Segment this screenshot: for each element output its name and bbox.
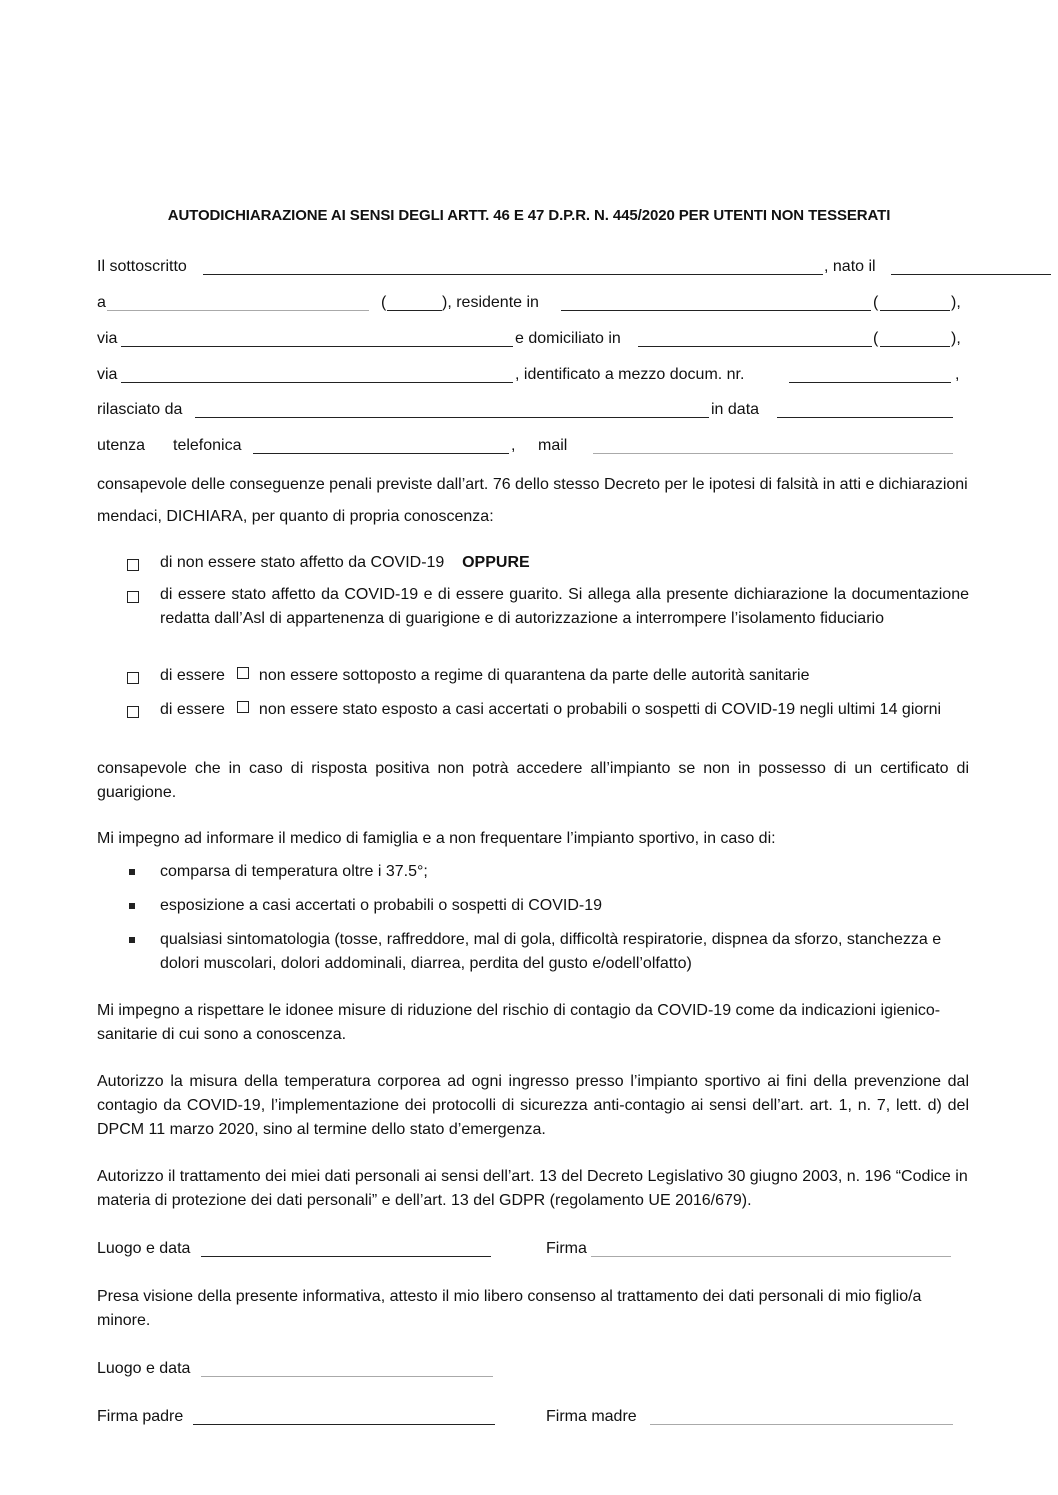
label-firma-madre: Firma madre bbox=[546, 1408, 637, 1425]
checkbox-non-esposto[interactable] bbox=[237, 701, 249, 713]
label-domiciliato: e domiciliato in bbox=[515, 330, 621, 347]
bullet-esposizione: esposizione a casi accertati o probabili o sospetti di COVID-19 bbox=[160, 897, 602, 914]
rispettare-paragraph: Mi impegno a rispettare le idonee misure di riduzione del rischio di contagio da COVID-19 come da indicazioni igienico-sanitarie di cui sono a conoscenza. bbox=[97, 1002, 941, 1043]
minore-paragraph: Presa visione della presente informativa, attesto il mio libero consenso al trattamento dei dati personali di mio figlio/a minore. bbox=[97, 1288, 922, 1329]
label-residente: ), residente in bbox=[442, 294, 539, 311]
option-non-affetto bbox=[160, 551, 969, 575]
signature-row-3 bbox=[97, 1406, 977, 1428]
option-esposto-a: di essere bbox=[160, 701, 225, 718]
label-comma: , bbox=[955, 366, 960, 383]
positive-paragraph: consapevole che in caso di risposta positiva non potrà accedere all’impianto se non in possesso di un certificato di guarigione. bbox=[97, 760, 969, 801]
field-firma-madre[interactable] bbox=[650, 1423, 953, 1425]
field-row-rilascio bbox=[97, 399, 977, 421]
option-quarantena-b: non essere sottoposto a regime di quarantena da parte delle autorità sanitarie bbox=[258, 667, 810, 684]
option-non-affetto-text: di non essere stato affetto da COVID-19 bbox=[160, 554, 445, 571]
temperatura-paragraph: Autorizzo la misura della temperatura corporea ad ogni ingresso presso l’impianto sportivo ai fini della prevenzione dal contagio da COVID-19, l’implementazione dei protocolli di sicurezza anti-contagio ai sensi dell’art. art. 1, n. 7, lett. d) del DPCM 11 marzo 2020, sino al termine dello stato d’emergenza. bbox=[97, 1073, 969, 1138]
field-nato-il[interactable] bbox=[891, 273, 1051, 275]
checkbox-esposto[interactable] bbox=[127, 706, 139, 718]
field-row-domicilio bbox=[97, 328, 977, 350]
bullet-icon bbox=[129, 903, 135, 909]
label-open-paren2: ( bbox=[873, 294, 879, 311]
label-close-paren2: ), bbox=[951, 294, 961, 311]
field-firma[interactable] bbox=[591, 1255, 951, 1257]
field-sottoscritto[interactable] bbox=[203, 273, 823, 275]
field-row-luogo bbox=[97, 292, 977, 314]
checkbox-guarito[interactable] bbox=[127, 591, 139, 603]
privacy-paragraph: Autorizzo il trattamento dei miei dati personali ai sensi dell’art. 13 del Decreto Legislativo 30 giugno 2003, n. 196 “Codice in materia di protezione dei dati personali” e dell’art. 13 del GDPR (regolamento UE 2016/679). bbox=[97, 1168, 968, 1209]
field-domicilio[interactable] bbox=[638, 345, 872, 347]
field-provincia-domicilio[interactable] bbox=[880, 345, 950, 347]
field-firma-padre[interactable] bbox=[193, 1423, 495, 1425]
option-guarito: di essere stato affetto da COVID-19 e di essere guarito. Si allega alla presente dichiarazione la documentazione redatta dall’Asl di appartenenza di guarigione e di autorizzazione a interrompere l’isolamento fiduciario bbox=[160, 586, 969, 627]
label-via2: via bbox=[97, 366, 118, 383]
field-via-domicilio[interactable] bbox=[121, 381, 513, 383]
field-data-rilascio[interactable] bbox=[777, 416, 953, 418]
label-via1: via bbox=[97, 330, 118, 347]
label-luogo-data: Luogo e data bbox=[97, 1240, 191, 1257]
field-via-residenza[interactable] bbox=[121, 345, 513, 347]
label-firma-padre: Firma padre bbox=[97, 1408, 184, 1425]
option-esposto-b: non essere stato esposto a casi accertati o probabili o sospetti di COVID-19 negli ultimi 14 giorni bbox=[258, 701, 942, 718]
option-oppure: OPPURE bbox=[462, 554, 530, 571]
bullet-sintomatologia: qualsiasi sintomatologia (tosse, raffreddore, mal di gola, difficoltà respiratorie, dispnea da sforzo, stanchezza e dolori muscolari, dolori addominali, diarrea, perdita del gusto e/odell’olfatto) bbox=[160, 931, 942, 972]
option-quarantena bbox=[160, 664, 969, 688]
field-provincia-residenza[interactable] bbox=[880, 309, 950, 311]
bullet-icon bbox=[129, 869, 135, 875]
label-open-paren3: ( bbox=[873, 330, 879, 347]
bullet-icon bbox=[129, 937, 135, 943]
label-nato-il: , nato il bbox=[824, 258, 876, 275]
label-telefonica: telefonica bbox=[173, 437, 242, 454]
label-mail: mail bbox=[538, 437, 568, 454]
field-telefono[interactable] bbox=[253, 452, 509, 454]
document-title: AUTODICHIARAZIONE AI SENSI DEGLI ARTT. 46 E 47 D.P.R. N. 445/2020 PER UTENTI NON TESSERATI bbox=[167, 207, 891, 224]
label-open-paren: ( bbox=[381, 294, 387, 311]
label-comma2: , bbox=[511, 437, 516, 454]
field-luogo-data[interactable] bbox=[201, 1255, 491, 1257]
checkbox-non-quarantena[interactable] bbox=[237, 667, 249, 679]
field-luogo-data-2[interactable] bbox=[201, 1375, 493, 1377]
label-utenza: utenza bbox=[97, 437, 146, 454]
option-esposto bbox=[160, 698, 969, 722]
field-row-name bbox=[97, 256, 977, 278]
field-provincia-nascita[interactable] bbox=[387, 309, 442, 311]
label-rilasciato: rilasciato da bbox=[97, 401, 183, 418]
label-luogo-data-2: Luogo e data bbox=[97, 1360, 191, 1377]
label-sottoscritto: Il sottoscritto bbox=[97, 258, 187, 275]
impegno-paragraph: Mi impegno ad informare il medico di famiglia e a non frequentare l’impianto sportivo, in caso di: bbox=[97, 830, 776, 847]
checkbox-non-affetto[interactable] bbox=[127, 559, 139, 571]
label-close-paren3: ), bbox=[951, 330, 961, 347]
field-residenza[interactable] bbox=[561, 309, 871, 311]
field-documento-nr[interactable] bbox=[789, 381, 951, 383]
intro-paragraph: consapevole delle conseguenze penali previste dall’art. 76 dello stesso Decreto per le ipotesi di falsità in atti e dichiarazioni mendaci, DICHIARA, per quanto di propria conoscenza: bbox=[97, 476, 968, 525]
label-a: a bbox=[97, 294, 106, 311]
label-firma: Firma bbox=[546, 1240, 587, 1257]
field-mail[interactable] bbox=[593, 452, 953, 454]
label-identificato: , identificato a mezzo docum. nr. bbox=[515, 366, 745, 383]
field-row-contatti bbox=[97, 435, 977, 457]
checkbox-quarantena[interactable] bbox=[127, 672, 139, 684]
field-row-documento bbox=[97, 364, 977, 386]
bullet-temperatura: comparsa di temperatura oltre i 37.5°; bbox=[160, 863, 428, 880]
field-rilasciato-da[interactable] bbox=[195, 416, 709, 418]
field-luogo-nascita[interactable] bbox=[107, 309, 369, 311]
option-quarantena-a: di essere bbox=[160, 667, 225, 684]
signature-row-1 bbox=[97, 1238, 977, 1260]
signature-row-2 bbox=[97, 1358, 977, 1380]
label-in-data: in data bbox=[711, 401, 760, 418]
